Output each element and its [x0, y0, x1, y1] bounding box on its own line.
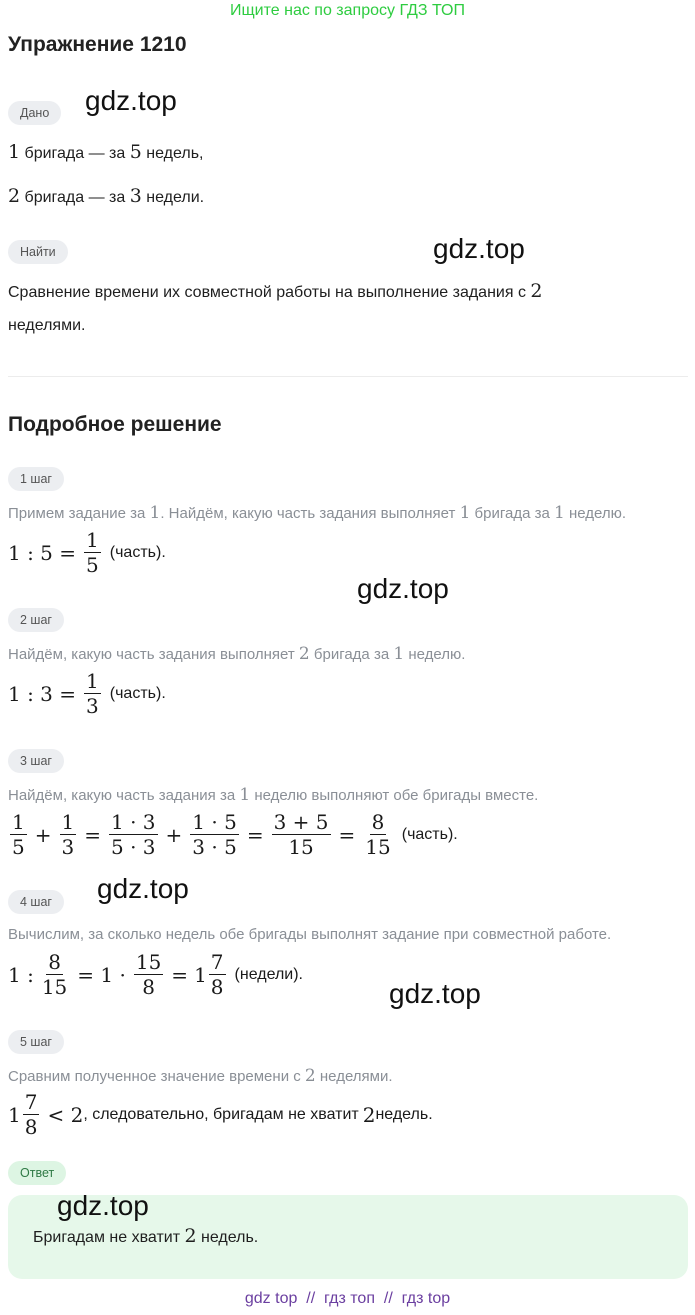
fraction — [109, 811, 158, 858]
desc-text: неделями. — [315, 1068, 393, 1085]
desc-text: неделю выполняют обе бригады вместе. — [250, 787, 539, 804]
desc-num: 1 — [459, 503, 471, 523]
find-num: 2 — [530, 280, 543, 302]
answer-text-part: недель. — [196, 1229, 259, 1246]
plus-sign: + — [165, 822, 183, 847]
given-chip: Дано — [8, 101, 61, 125]
equals-sign: = — [84, 822, 101, 847]
desc-text: бригада за — [470, 505, 555, 522]
numerator: 8 — [48, 950, 61, 974]
numerator: 15 — [135, 950, 162, 974]
desc-text: Найдём, какую часть задания за — [8, 787, 240, 804]
step-4-description — [8, 926, 611, 943]
step-1-chip: 1 шаг — [8, 467, 64, 491]
numerator: 1 · 5 — [192, 810, 237, 834]
math-lhs: 1 : 3 = — [8, 681, 77, 706]
given-line-2 — [8, 185, 204, 207]
equals-sign: = — [171, 962, 189, 987]
unit-label: (часть). — [109, 684, 166, 702]
find-chip: Найти — [8, 240, 68, 264]
denominator: 5 — [86, 553, 99, 577]
fraction — [23, 1091, 40, 1138]
denominator: 8 — [142, 975, 155, 999]
fraction — [209, 951, 226, 998]
desc-text: неделю. — [564, 505, 627, 522]
given-num: 5 — [129, 141, 142, 163]
plus-sign: + — [34, 822, 52, 847]
conclusion-num: 2 — [362, 1102, 376, 1127]
given-text: бригада — за — [20, 145, 130, 162]
step-2-chip: 2 шаг — [8, 608, 64, 632]
denominator: 3 — [61, 835, 75, 859]
desc-num: 1 — [554, 503, 565, 523]
watermark: gdz.top — [357, 573, 449, 604]
denominator: 15 — [288, 835, 314, 859]
given-line-1 — [8, 141, 203, 163]
unit-label: (часть). — [109, 543, 166, 561]
mixed-number — [194, 951, 227, 998]
solution-title: Подробное решение — [8, 413, 222, 436]
desc-text: Найдём, какую часть задания выполняет — [8, 646, 299, 663]
denominator: 3 · 5 — [192, 835, 237, 859]
given-num: 1 — [8, 141, 21, 163]
fraction — [363, 811, 392, 858]
desc-num: 1 — [393, 644, 405, 664]
find-line-1 — [8, 280, 543, 302]
given-text: бригада — за — [20, 189, 130, 206]
given-num: 2 — [8, 185, 21, 207]
comparison: < 2 — [47, 1102, 84, 1127]
denominator: 5 — [12, 835, 25, 859]
denominator: 8 — [24, 1115, 38, 1139]
desc-num: 1 — [239, 785, 251, 805]
footer-links[interactable]: gdz top // гдз топ // гдз top — [244, 1290, 451, 1307]
find-text: Сравнение времени их совместной работы на выполнение задания с — [8, 284, 531, 301]
step-4-math — [8, 951, 303, 998]
whole-part: 1 — [194, 962, 207, 987]
watermark: gdz.top — [433, 233, 525, 264]
step-5-chip: 5 шаг — [8, 1030, 64, 1054]
fraction — [60, 811, 77, 858]
fraction — [84, 670, 101, 717]
mixed-number — [8, 1091, 41, 1138]
denominator: 3 — [86, 694, 99, 718]
answer-chip: Ответ — [8, 1161, 66, 1185]
desc-text: Сравним полученное значение времени с — [8, 1068, 305, 1085]
fraction — [10, 811, 27, 858]
step-1-description — [8, 503, 626, 523]
whole-part: 1 — [8, 1102, 21, 1127]
numerator: 1 — [86, 528, 99, 552]
step-4-chip: 4 шаг — [8, 890, 64, 914]
equals-sign: = — [246, 822, 264, 847]
desc-num: 1 — [149, 503, 161, 523]
unit-label: (часть). — [401, 825, 458, 843]
step-3-math — [8, 811, 458, 858]
given-text: недели. — [141, 189, 205, 206]
answer-text-part: Бригадам не хватит — [33, 1229, 185, 1246]
desc-num: 2 — [298, 644, 310, 664]
equals-sign: = 1 · — [77, 962, 126, 987]
numerator: 1 — [86, 669, 99, 693]
watermark: gdz.top — [389, 978, 481, 1009]
math-lhs: 1 : 5 = — [8, 540, 77, 565]
conclusion-text: , следовательно, бригадам не хватит — [83, 1105, 359, 1123]
desc-text: Примем задание за — [8, 505, 150, 522]
denominator: 15 — [365, 835, 391, 859]
desc-text: . Найдём, какую часть задания выполняет — [160, 505, 460, 522]
numerator: 7 — [210, 950, 224, 974]
numerator: 7 — [24, 1090, 38, 1114]
unit-label: (недели). — [234, 965, 303, 983]
watermark: gdz.top — [85, 85, 177, 116]
find-line-2: неделями. — [8, 317, 86, 334]
numerator: 8 — [371, 810, 385, 834]
desc-text: неделю. — [404, 646, 466, 663]
fraction — [134, 951, 163, 998]
given-num: 3 — [129, 185, 142, 207]
section-divider — [8, 376, 688, 377]
fraction — [272, 811, 331, 858]
answer-text — [33, 1225, 258, 1247]
fraction — [40, 951, 69, 998]
numerator: 1 · 3 — [111, 810, 156, 834]
numerator: 3 + 5 — [273, 810, 329, 834]
desc-num: 2 — [304, 1066, 316, 1086]
given-text: недель, — [141, 145, 204, 162]
step-5-math — [8, 1091, 433, 1138]
fraction — [190, 811, 239, 858]
watermark: gdz.top — [97, 873, 189, 904]
conclusion-text: недель. — [375, 1105, 433, 1123]
step-5-description — [8, 1066, 393, 1086]
denominator: 15 — [41, 975, 68, 999]
answer-num: 2 — [184, 1225, 197, 1247]
denominator: 5 · 3 — [111, 835, 156, 859]
desc-text: Вычислим, за сколько недель обе бригады выполнят задание при совместной работе. — [8, 926, 612, 943]
equals-sign: = — [338, 822, 356, 847]
watermark: gdz.top — [57, 1190, 149, 1221]
exercise-title: Упражнение 1210 — [8, 33, 187, 56]
denominator: 8 — [210, 975, 224, 999]
numerator: 1 — [61, 810, 75, 834]
top-banner: Ищите нас по запросу ГДЗ ТОП — [230, 2, 465, 19]
step-1-math — [8, 529, 166, 576]
math-lhs: 1 : — [8, 962, 34, 987]
step-2-description — [8, 644, 465, 664]
step-3-description — [8, 785, 538, 805]
step-3-chip: 3 шаг — [8, 749, 64, 773]
step-2-math — [8, 670, 166, 717]
fraction — [84, 529, 101, 576]
desc-text: бригада за — [309, 646, 394, 663]
numerator: 1 — [12, 810, 25, 834]
